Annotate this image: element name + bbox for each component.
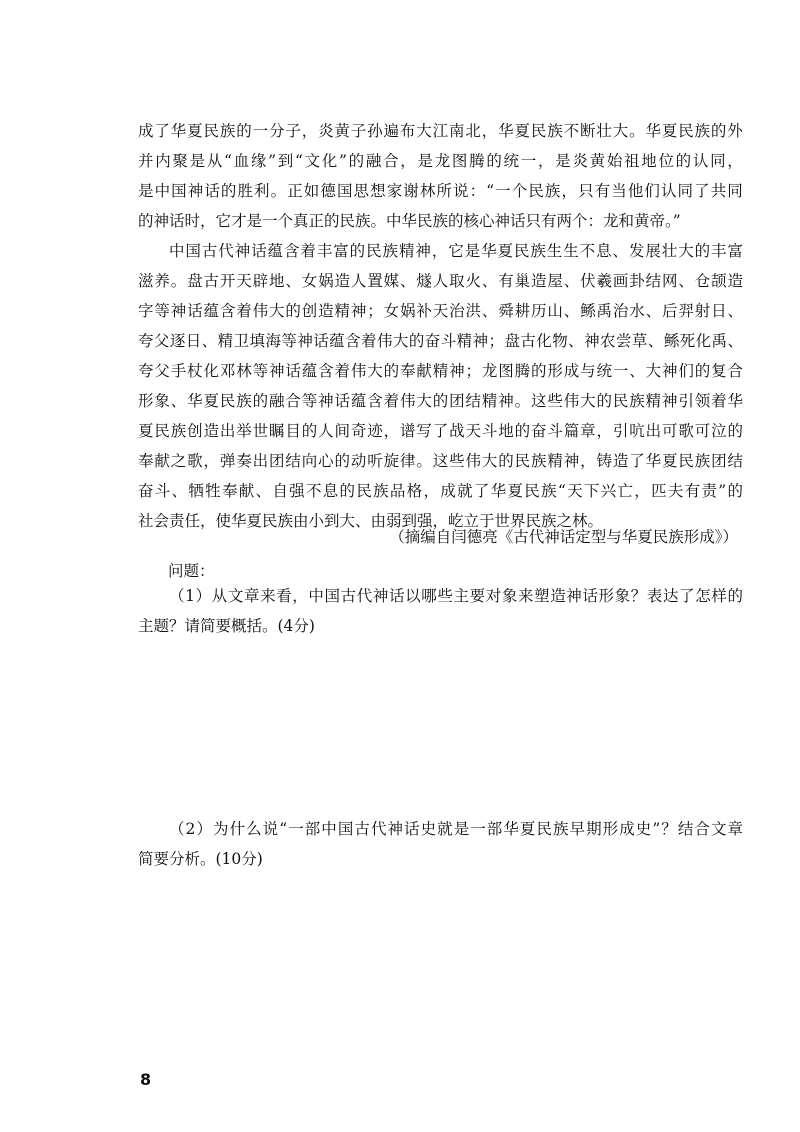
passage-line: 奋斗、牺牲奉献、自强不息的民族品格，成就了华夏民族“天下兴亡，匹夫有责”的 <box>138 482 743 500</box>
questions-heading: 问题： <box>168 562 215 580</box>
passage-line: 并内聚是从“血缘”到“文化”的融合，是龙图腾的统一，是炎黄始祖地位的认同， <box>138 152 743 170</box>
passage-line: 夏民族创造出举世瞩目的人间奇迹，谱写了战天斗地的奋斗篇章，引吭出可歌可泣的 <box>138 422 743 440</box>
page-number: 8 <box>140 1070 152 1089</box>
passage-line: 夸父逐日、精卫填海等神话蕴含着伟大的奋斗精神；盘古化物、神农尝草、鲧死化禹、 <box>138 332 743 350</box>
passage <box>138 116 743 536</box>
passage-line: 形象、华夏民族的融合等神话蕴含着伟大的团结精神。这些伟大的民族精神引领着华 <box>138 392 743 410</box>
passage-line: 社会责任，使华夏民族由小到大、由弱到强，屹立于世界民族之林。 <box>138 512 604 530</box>
question-1-line-1: （1）从文章来看，中国古代神话以哪些主要对象来塑造神话形象？表达了怎样的 <box>169 587 743 605</box>
passage-line: 中国古代神话蕴含着丰富的民族精神，它是华夏民族生生不息、发展壮大的丰富 <box>169 242 743 260</box>
question-2 <box>138 814 743 874</box>
question-1-line-2: 主题？请简要概括。(4分) <box>138 617 315 635</box>
passage-line: 的神话时，它才是一个真正的民族。中华民族的核心神话只有两个：龙和黄帝。” <box>138 212 681 230</box>
source-citation: （摘编自闫德亮《古代神话定型与华夏民族形成》） <box>389 528 738 546</box>
question-2-line-1: （2）为什么说“一部中国古代神话史就是一部华夏民族早期形成史”？结合文章 <box>169 820 743 838</box>
passage-line: 是中国神话的胜利。正如德国思想家谢林所说：“一个民族，只有当他们认同了共同 <box>138 182 743 200</box>
passage-line: 成了华夏民族的一分子，炎黄子孙遍布大江南北，华夏民族不断壮大。华夏民族的外 <box>138 122 743 140</box>
question-2-line-2: 简要分析。(10分) <box>138 850 263 868</box>
passage-line: 滋养。盘古开天辟地、女娲造人置媒、燧人取火、有巢造屋、伏羲画卦结网、仓颉造 <box>138 272 743 290</box>
question-1 <box>138 581 743 641</box>
passage-line: 夸父手杖化邓林等神话蕴含着伟大的奉献精神；龙图腾的形成与统一、大神们的复合 <box>138 362 743 380</box>
passage-line: 奉献之歌，弹奏出团结向心的动听旋律。这些伟大的民族精神，铸造了华夏民族团结 <box>138 452 743 470</box>
passage-line: 字等神话蕴含着伟大的创造精神；女娲补天治洪、舜耕历山、鲧禹治水、后羿射日、 <box>138 302 743 320</box>
